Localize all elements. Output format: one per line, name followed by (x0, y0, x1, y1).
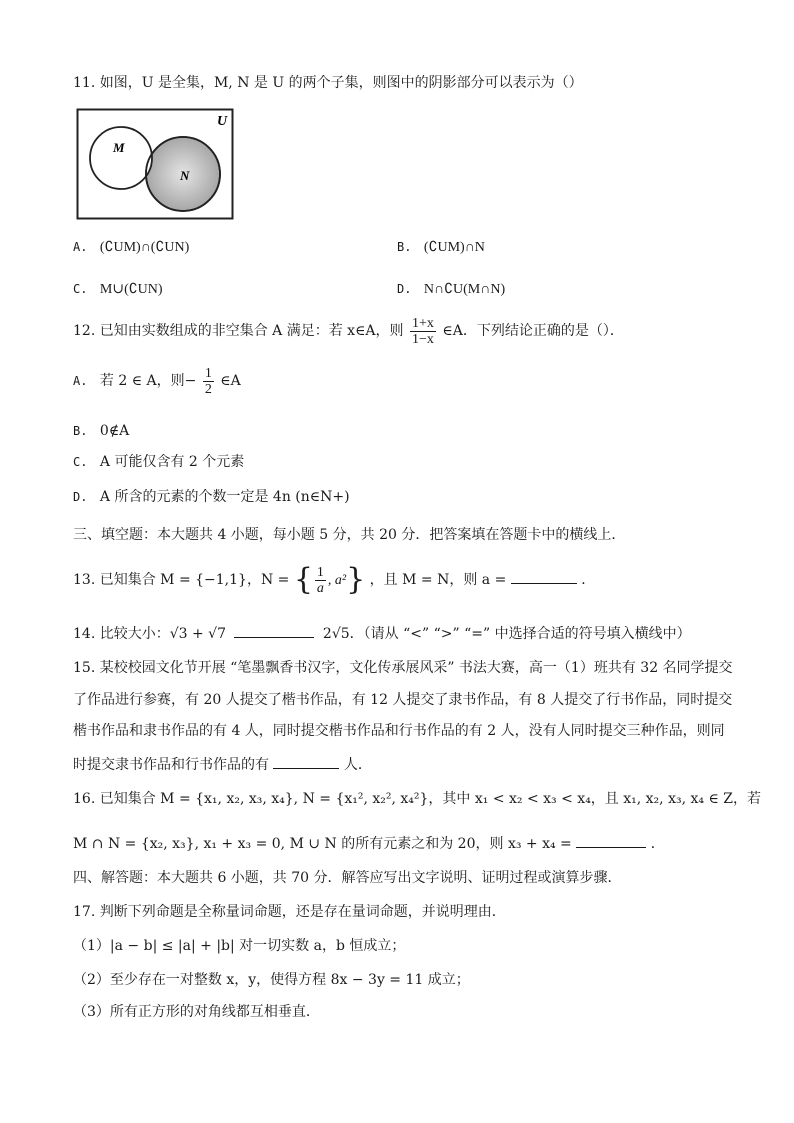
q16-line-2: M ∩ N = {x₂, x₃}, x₁ + x₃ = 0, M ∪ N 的所有元素之和为 20，则 x₃ + x₄ = ． (73, 833, 665, 853)
q17-item-3: （3）所有正方形的对角线都互相垂直． (73, 1004, 320, 1020)
section-4-heading: 四、解答题：本大题共 6 小题，共 70 分．解答应写出文字说明、证明过程或演算步骤． (73, 870, 622, 886)
q11-option-b[interactable]: B. (∁UM)∩N (397, 240, 485, 255)
q12-option-c[interactable]: C. A 可能仅含有 2 个元素 (73, 454, 245, 470)
q12-option-b[interactable]: B. 0∉A (73, 423, 130, 439)
q14-answer-blank[interactable] (234, 623, 314, 638)
q12-option-d[interactable]: D. A 所含的元素的个数一定是 4n (n∈N+) (73, 489, 350, 505)
q17-item-1: （1）|a − b| ≤ |a| + |b| 对一切实数 a，b 恒成立； (73, 938, 406, 954)
q11-stem: 11. 如图，U 是全集，M, N 是 U 的两个子集，则图中的阴影部分可以表示为（） (73, 75, 583, 91)
q17-item-2: （2）至少存在一对整数 x，y，使得方程 8x − 3y = 11 成立； (73, 972, 470, 988)
q12-option-a[interactable]: A. 若 2 ∈ A，则− $\frac{1}{2}$ ∈A (73, 365, 241, 397)
q15-line-2: 了作品进行参赛，有 20 人提交了楷书作品，有 12 人提交了隶书作品，有 8 人提交了行书作品，同时提交 (73, 692, 733, 708)
q16-answer-blank[interactable] (576, 833, 646, 848)
section-3-heading: 三、填空题：本大题共 4 小题，每小题 5 分，共 20 分．把答案填在答题卡中的横线上． (73, 527, 626, 543)
q13-answer-blank[interactable] (511, 569, 577, 584)
q12-fraction: $\frac{1+x}{1-x}$ (412, 315, 434, 347)
set-n-label: N (180, 168, 190, 183)
q15-line-1: 15. 某校校园文化节开展 “笔墨飘香书汉字，文化传承展风采” 书法大赛，高一（1）班共有 32 名同学提交 (73, 660, 733, 676)
q17-stem: 17. 判断下列命题是全称量词命题，还是存在量词命题，并说明理由． (73, 904, 506, 920)
set-m-label: M (113, 140, 125, 155)
q14: 14. 比较大小：√3 + √7 2√5．（请从 “<” “>” “=” 中选择合适的符号填入横线中） (73, 623, 691, 643)
q15-line-3: 楷书作品和隶书作品的有 4 人，同时提交楷书作品和行书作品的有 2 人，没有人同时提交三种作品，则同 (73, 723, 725, 739)
q11-option-a[interactable]: A. (∁UM)∩(∁UN) (73, 240, 190, 255)
q13: 13. 已知集合 M = {−1,1}，N = { $\frac{1}{a}$ , a²} ，且 M = N，则 a = ． (73, 562, 596, 597)
venn-diagram (76, 108, 234, 220)
q16-line-1: 16. 已知集合 M = {x₁, x₂, x₃, x₄}, N = {x₁², x₂², x₄²}，其中 x₁ < x₂ < x₃ < x₄，且 x₁, x₂, x₃, x₄ ∈ Z，若 (73, 791, 761, 807)
q15-answer-blank[interactable] (273, 754, 339, 769)
q11-option-c[interactable]: C. M∪(∁UN) (73, 282, 163, 297)
q15-line-4: 时提交隶书作品和行书作品的有 人． (73, 754, 372, 774)
universe-label: U (217, 114, 228, 129)
q12-stem: 12. 已知由实数组成的非空集合 A 满足：若 x∈A，则 $\frac{1+x}{1-x}$ ∈A．下列结论正确的是（）． (73, 315, 624, 347)
q11-option-d[interactable]: D. N∩∁U(M∩N) (397, 282, 506, 297)
